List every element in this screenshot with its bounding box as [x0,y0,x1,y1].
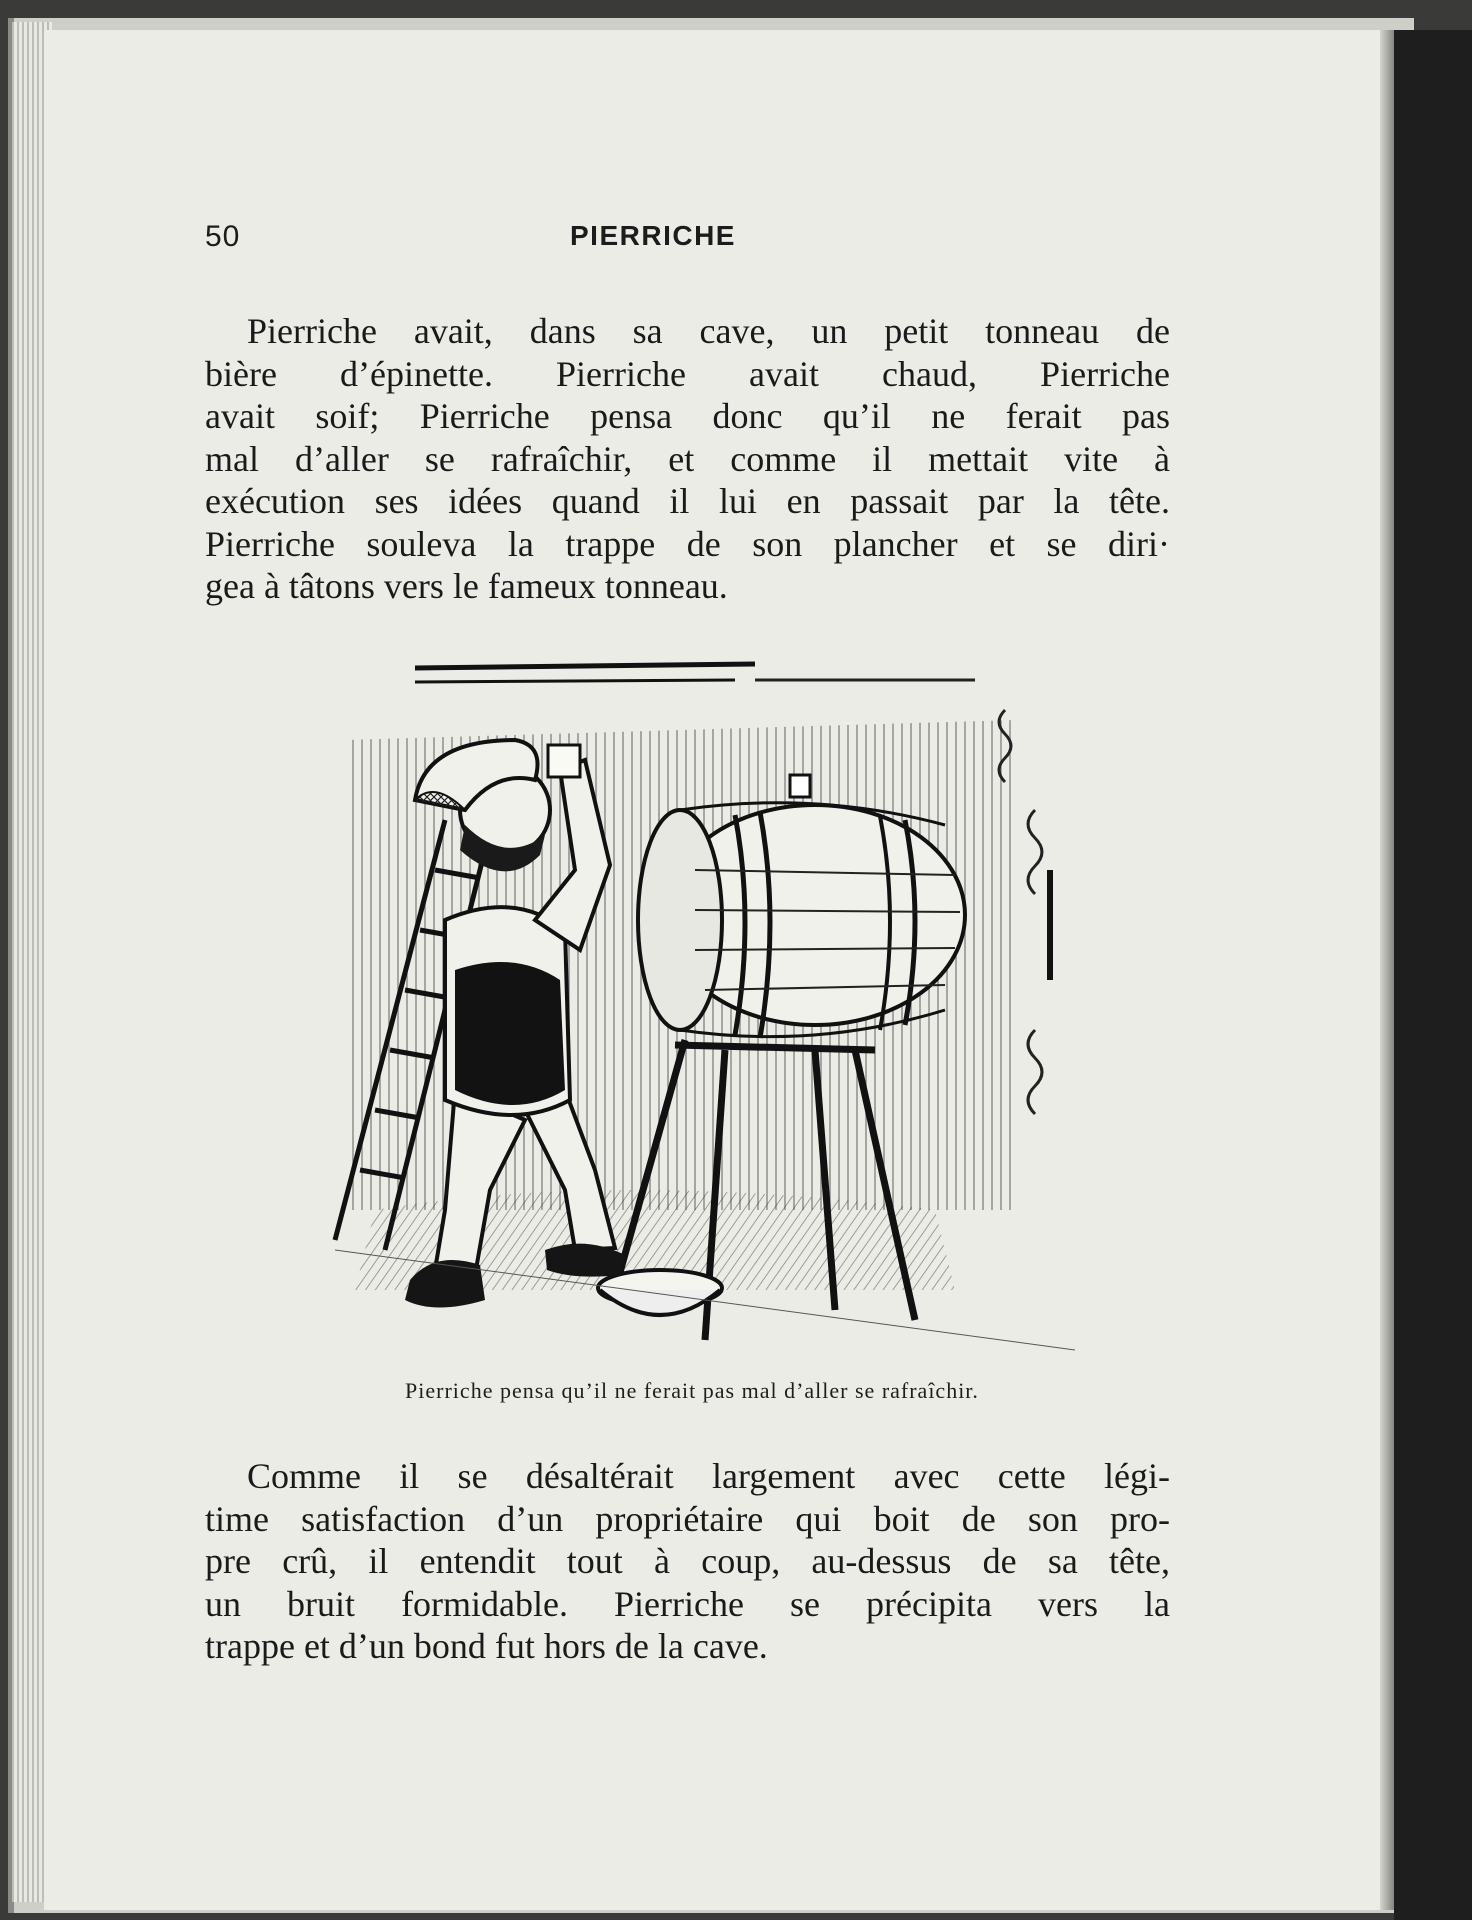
engraving-man-drinking-from-barrel-icon [315,650,1075,1375]
paragraph-line: Comme il se désaltérait largement avec cette légi- [247,1456,1170,1496]
paragraph-line: mal d’aller se rafraîchir, et comme il mettait vite à [205,438,1170,479]
illustration-caption: Pierriche pensa qu’il ne ferait pas mal d’aller se rafraîchir. [405,1378,979,1403]
paragraph-line: gea à tâtons vers le fameux tonneau. [205,566,728,606]
paragraph-line: Pierriche avait, dans sa cave, un petit tonneau de [247,311,1170,351]
paragraph-line: time satisfaction d’un propriétaire qui boit de son pro- [205,1498,1170,1539]
paragraph-1 [205,310,1170,608]
paragraph-line: un bruit formidable. Pierriche se précipita vers la [205,1583,1170,1624]
paragraph-line: pre crû, il entendit tout à coup, au-dessus de sa tête, [205,1541,1170,1581]
paragraph-line: avait soif; Pierriche pensa donc qu’il ne ferait pas [205,396,1170,436]
paragraph-line: Pierriche souleva la trappe de son plancher et se diri· [205,523,1170,564]
paragraph-2 [205,1455,1170,1668]
page-header [205,220,1175,260]
page-number: 50 [205,220,241,253]
paragraph-line: bière d’épinette. Pierriche avait chaud, Pierriche [205,353,1170,394]
running-title: PIERRICHE [570,220,736,251]
paragraph-line: exécution ses idées quand il lui en passait par la tête. [205,481,1170,521]
facing-page-edge [1394,30,1472,1920]
paragraph-line: trappe et d’un bond fut hors de la cave. [205,1626,768,1666]
